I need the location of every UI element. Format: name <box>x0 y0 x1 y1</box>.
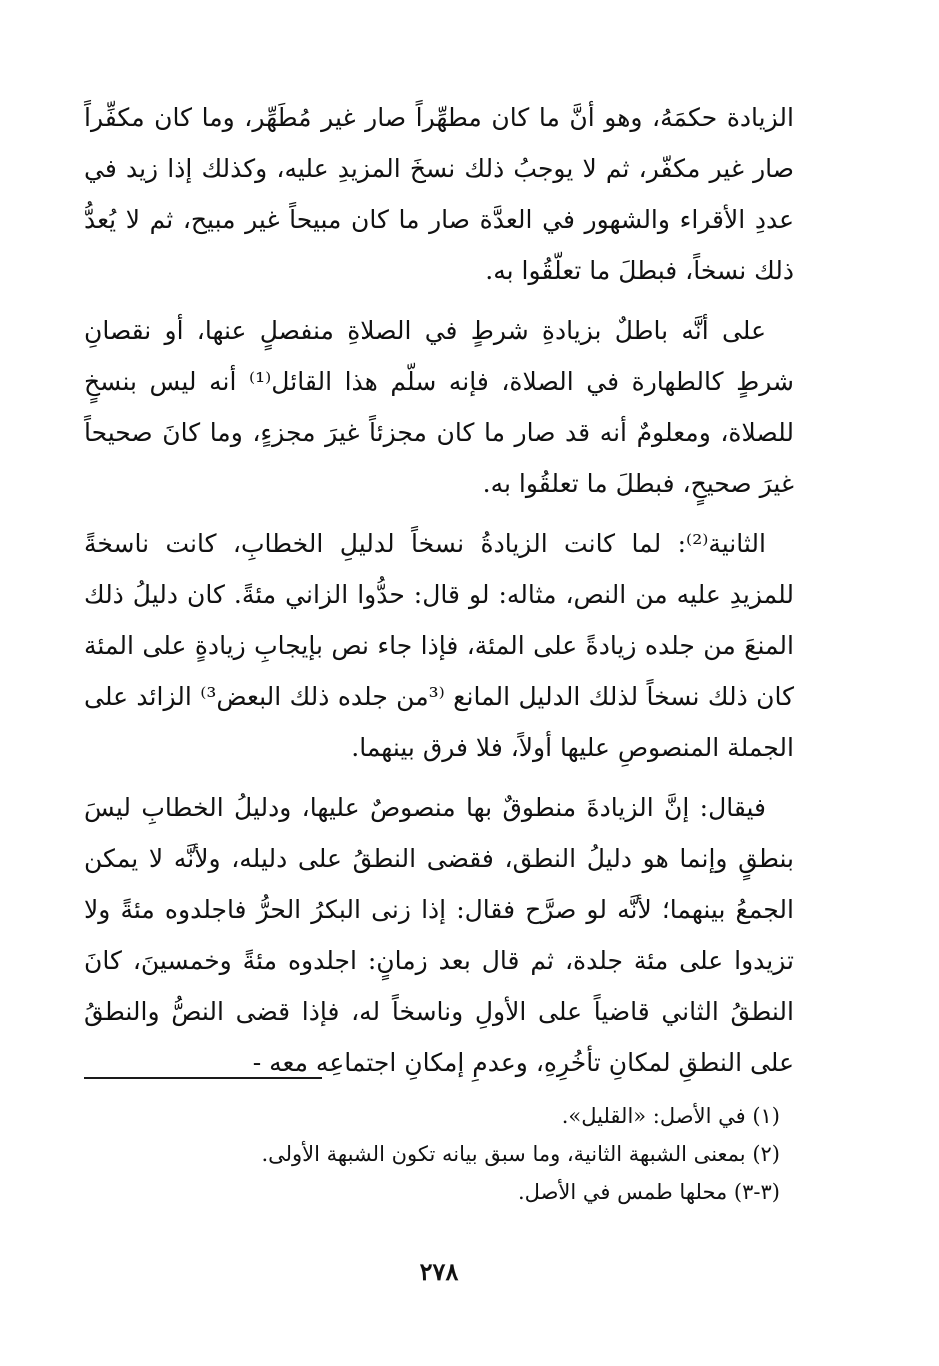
paragraph-2: على أنَّه باطلٌ بزيادةِ شرطٍ في الصلاةِ منفصلٍ عنها، أو نقصانِ شرطٍ كالطهارة في الصلاة، فإنه سلّم هذا القائل⁽¹⁾ أنه ليس بنسخٍ للصلاة، ومعلومٌ أنه قد صار ما كان مجزئاً غيرَ مجزءٍ، وما كانَ صحيحاً غيرَ صحيحٍ، فبطلَ ما تعلقُوا به. <box>84 316 794 498</box>
paragraph-3: الثانية⁽²⁾: لما كانت الزيادةُ نسخاً لدليلِ الخطابِ، كانت ناسخةً للمزيدِ عليه من النص، مثاله: لو قال: حدُّوا الزاني مئةً. كان دليلُ ذلك المنعَ من جلده زيادةً على المئة، فإذا جاء نص بإيجابِ زيادةٍ على المئة كان ذلك نسخاً لذلك الدليل المانع ⁽³من جلده ذلك البعض³⁾ الزائد على الجملة المنصوصِ عليها أولاً، فلا فرق بينهما. <box>84 529 795 762</box>
book-page <box>84 92 794 1322</box>
footnotes <box>100 1097 780 1211</box>
footnote-1: (١) في الأصل: «القليل». <box>561 1104 780 1128</box>
page-number: ٢٧٨ <box>419 1257 459 1286</box>
footnote-3: (٣-٣) محلها طمس في الأصل. <box>518 1180 780 1204</box>
paragraph-4: فيقال: إنَّ الزيادةَ منطوقٌ بها منصوصٌ عليها، ودليلُ الخطابِ ليسَ بنطقٍ وإنما هو دليلُ النطق، فقضى النطقُ على دليله، ولأنَّه لا يمكن الجمعُ بينهما؛ لأنَّه لو صرَّح فقال: إذا زنى البكرُ الحرُّ فاجلدوه مئةً ولا تزيدوا على مئة جلدة، ثم قال بعد زمانٍ: اجلدوه مئةً وخمسينَ، كانَ النطقُ الثاني قاضياً على الأولِ وناسخاً له، فإذا قضى النصُّ والنطقُ على النطقِ لمكانِ تأخُرِهِ، وعدمِ إمكانِ اجتماعِه معه - <box>84 793 794 1077</box>
footnote-divider <box>84 1077 322 1079</box>
paragraph-1: الزيادة حكمَهُ، وهو أنَّ ما كان مطهِّراً صار غير مُطَهِّر، وما كان مكفِّراً صار غير مكفّر، ثم لا يوجبُ ذلك نسخَ المزيدِ عليه، وكذلك إذا زيد في عددِ الأقراء والشهور في العدَّة صار ما كان مبيحاً غير مبيح، ثم لا يُعدُّ ذلك نسخاً، فبطلَ ما تعلّقُوا به. <box>84 103 795 285</box>
footnote-2: (٢) بمعنى الشبهة الثانية، وما سبق بيانه تكون الشبهة الأولى. <box>261 1142 780 1166</box>
main-text <box>84 92 794 1088</box>
